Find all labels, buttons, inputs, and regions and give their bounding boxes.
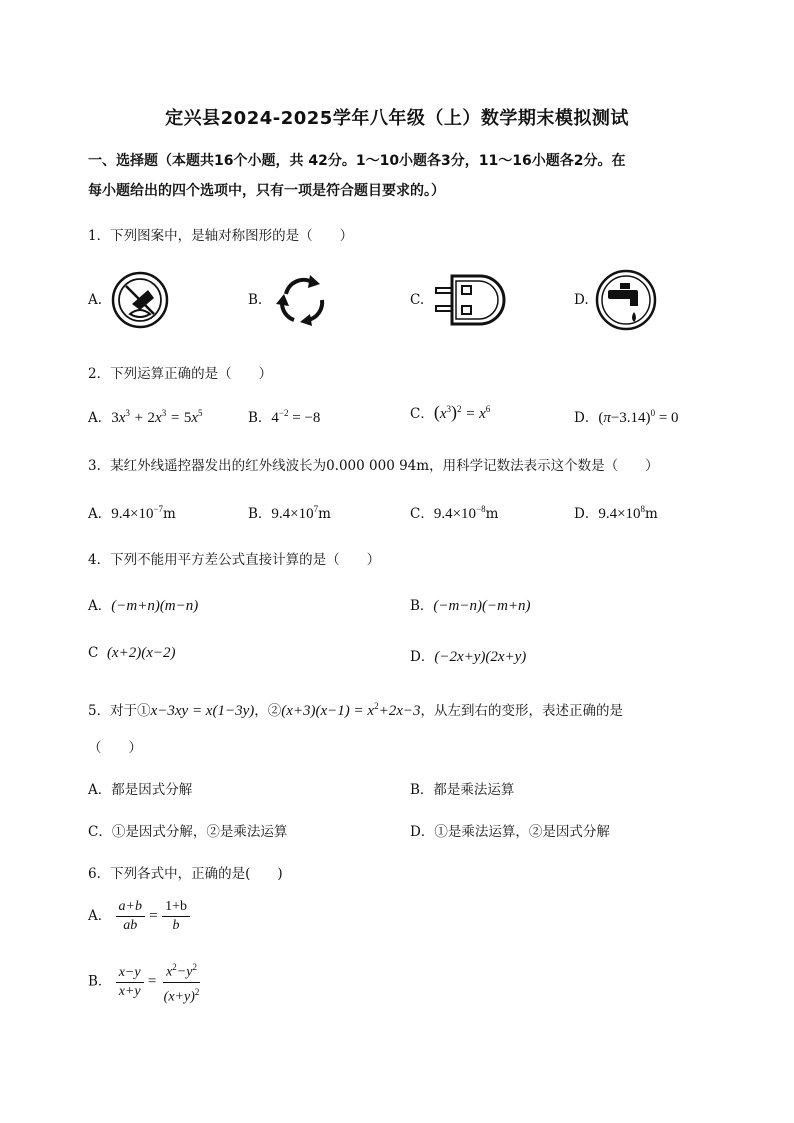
q5-option-d: D．①是乘法运算，②是因式分解 xyxy=(410,824,610,840)
section-heading-line2: 每小题给出的四个选项中，只有一项是符合题目要求的。） xyxy=(88,183,445,199)
q1-option-c-label: C. xyxy=(410,292,425,308)
q2-option-a-expr: $3x^3 + 2x^3 = 5x^5$ xyxy=(111,408,203,426)
q2-option-c-label: C． xyxy=(410,406,434,422)
q6-b-right-numerator-x: x xyxy=(166,964,173,980)
faucet-in-circle-icon xyxy=(594,268,658,332)
broom-in-circle-icon xyxy=(110,270,170,330)
question-4-stem: 4．下列不能用平方差公式直接计算的是（ ） xyxy=(88,552,381,568)
q5-expression-2-left: (x+3)(x−1) = x xyxy=(281,703,375,719)
recycle-arrows-icon xyxy=(272,270,332,330)
q3-option-b-unit: m xyxy=(318,506,331,522)
q3-option-b-exponent: 7 xyxy=(313,504,319,514)
q3-option-c xyxy=(410,502,498,523)
q2-option-a xyxy=(88,406,203,427)
q3-option-b xyxy=(248,502,331,523)
q2-option-b-label: B． xyxy=(248,410,272,426)
q6-a-left-numerator: a+b xyxy=(116,898,145,917)
q4-option-c-expr: (x+2)(x−2) xyxy=(106,645,176,661)
q3-option-d-exponent: 8 xyxy=(640,504,646,514)
page-title: 定兴县2024-2025学年八年级（上）数学期末模拟测试 xyxy=(165,108,629,129)
q5-expression-2-right: +2x−3 xyxy=(378,703,421,719)
q6-option-a: A． $\frac{a+b}{ab}$ = $\frac{1+b}{b}$ xyxy=(88,898,190,935)
q3-option-b-expr xyxy=(271,506,318,522)
plug-icon xyxy=(430,270,510,330)
question-2-stem: 2．下列运算正确的是（ ） xyxy=(88,366,273,382)
q5-expression-2: $(x+3)(x-1) = x^2+2x-3$ xyxy=(281,701,421,719)
q5-stem-prefix: 5．对于① xyxy=(88,703,151,719)
q6-option-a-label: A． xyxy=(88,908,112,924)
q2-option-c xyxy=(410,402,490,423)
q6-b-right-numerator-y: −y xyxy=(176,964,193,980)
q6-b-right-denominator: $(x+y)^2$ xyxy=(163,986,200,1005)
q3-option-a-exponent: −7 xyxy=(153,504,164,514)
q2-option-b xyxy=(248,406,320,427)
question-1-stem: 1．下列图案中，是轴对称图形的是（ ） xyxy=(88,228,354,244)
q3-option-c-unit: m xyxy=(485,506,499,522)
q2-option-d-expr: $(\pi-3.14)^0 = 0$ xyxy=(598,408,679,426)
q3-option-a-unit: m xyxy=(163,506,176,522)
q2-option-d-label: D． xyxy=(574,410,599,426)
q3-option-d-unit: m xyxy=(645,506,658,522)
q1-option-a-label: A. xyxy=(88,292,103,308)
q3-option-c-exponent: −8 xyxy=(476,504,486,514)
q6-option-b: B． $\frac{x-y}{x+y}$ = $\frac{x^2-y^2}{(x+y)^2}$ xyxy=(88,958,202,1006)
q6-option-b-label: B． xyxy=(88,973,112,990)
q3-option-b-value: 9.4×10 xyxy=(271,506,314,522)
q6-b-right-numerator: $x^2-y^2$ xyxy=(163,958,200,983)
q4-option-c xyxy=(88,645,175,662)
q6-option-a-left-fraction xyxy=(116,898,145,935)
q5-stem-middle: ，② xyxy=(254,703,282,719)
q6-option-b-right-fraction xyxy=(161,958,203,1006)
q3-option-c-expr xyxy=(434,506,486,522)
q3-option-d-value: 9.4×10 xyxy=(598,506,641,522)
q1-option-b-label: B. xyxy=(248,292,263,308)
q4-option-b xyxy=(410,594,531,615)
q3-option-a-value: 9.4×10 xyxy=(111,506,154,522)
q5-option-c: C．①是因式分解，②是乘法运算 xyxy=(88,824,288,840)
q6-b-right-denominator-base: (x+y) xyxy=(163,989,195,1005)
q6-a-right-denominator: b xyxy=(172,918,180,933)
q6-a-left-denominator: ab xyxy=(123,918,138,933)
q3-option-c-label: C． xyxy=(410,506,434,522)
q5-stem-suffix: ，从左到右的变形，表述正确的是 xyxy=(420,703,623,719)
q4-option-b-expr: (−m−n)(−m+n) xyxy=(433,598,531,614)
q6-b-left-numerator: x−y xyxy=(116,964,144,983)
question-3-stem: 3．某红外线遥控器发出的红外线波长为0.000 000 94m，用科学记数法表示这个数是（ ） xyxy=(88,458,659,474)
q3-option-d xyxy=(574,502,658,523)
q6-option-a-right-fraction xyxy=(162,898,190,935)
q3-option-d-label: D． xyxy=(574,506,599,522)
q1-option-d-label: D. xyxy=(574,292,589,308)
question-5-stem xyxy=(88,699,623,720)
q6-option-b-left-fraction xyxy=(116,964,144,1001)
q5-option-a: A．都是因式分解 xyxy=(88,782,193,798)
q2-option-d xyxy=(574,406,679,427)
q4-option-a xyxy=(88,594,198,615)
q4-option-d-expr: (−2x+y)(2x+y) xyxy=(434,649,527,665)
q2-option-a-label: A． xyxy=(88,410,112,426)
q4-option-b-label: B． xyxy=(410,598,434,614)
q5-option-b: B．都是乘法运算 xyxy=(410,782,515,798)
q4-option-c-label: C xyxy=(88,645,99,661)
q4-option-d-label: D． xyxy=(410,649,435,665)
q4-option-a-expr: (−m+n)(m−n) xyxy=(111,598,199,614)
q6-a-right-numerator: 1+b xyxy=(162,898,190,917)
q3-option-c-value: 9.4×10 xyxy=(433,506,477,522)
q3-option-a-label: A． xyxy=(88,506,112,522)
q3-option-a xyxy=(88,502,176,523)
question-6-stem: 6．下列各式中，正确的是( ) xyxy=(88,866,283,882)
q2-option-c-expr: $(x^3)^2 = x^6$ xyxy=(433,402,491,422)
q4-option-d xyxy=(410,645,526,666)
q3-option-b-label: B． xyxy=(248,506,272,522)
q4-option-a-label: A． xyxy=(88,598,112,614)
q6-b-left-denominator: x+y xyxy=(118,983,141,999)
q3-option-a-expr xyxy=(111,506,163,522)
question-5-stem-line2: （ ） xyxy=(88,740,142,756)
section-heading-line1: 一、选择题（本题共16个小题，共 42分。1～10小题各3分，11～16小题各2分。在 xyxy=(88,153,626,169)
q2-option-b-expr: $4^{-2} = -8$ xyxy=(271,408,321,426)
q3-option-d-expr xyxy=(598,506,645,522)
q5-expression-1: x−3xy = x(1−3y) xyxy=(150,703,255,719)
